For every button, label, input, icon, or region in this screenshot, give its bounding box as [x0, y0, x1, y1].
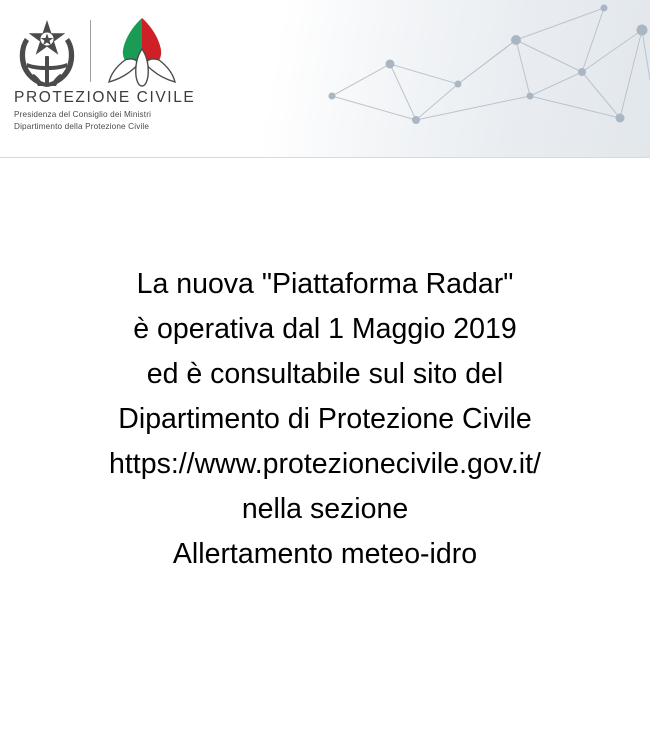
organization-subtitle-line-2: Dipartimento della Protezione Civile — [14, 122, 150, 132]
logo-block — [14, 16, 181, 90]
network-nodes-decoration-icon — [320, 0, 650, 158]
message-line: Allertamento meteo-idro — [172, 538, 478, 570]
message-line: Dipartimento di Protezione Civile — [118, 403, 532, 435]
message-line: è operativa dal 1 Maggio 2019 — [133, 313, 517, 345]
header-bottom-rule — [0, 157, 650, 158]
italian-republic-emblem-icon — [14, 16, 80, 90]
site-header — [0, 0, 650, 158]
message-line: La nuova "Piattaforma Radar" — [136, 268, 514, 300]
message-line-url[interactable]: https://www.protezionecivile.gov.it/ — [109, 448, 541, 480]
protezione-civile-tricolor-icon — [103, 16, 181, 88]
logo-divider — [90, 20, 91, 82]
message-line: ed è consultabile sul sito del — [146, 358, 504, 390]
organization-subtitle-line-1: Presidenza del Consiglio dei Ministri — [14, 110, 152, 120]
organization-name: PROTEZIONE CIVILE — [14, 89, 196, 106]
message-line: nella sezione — [241, 493, 409, 525]
logo-wordmark — [14, 90, 314, 133]
announcement-message — [0, 262, 650, 577]
